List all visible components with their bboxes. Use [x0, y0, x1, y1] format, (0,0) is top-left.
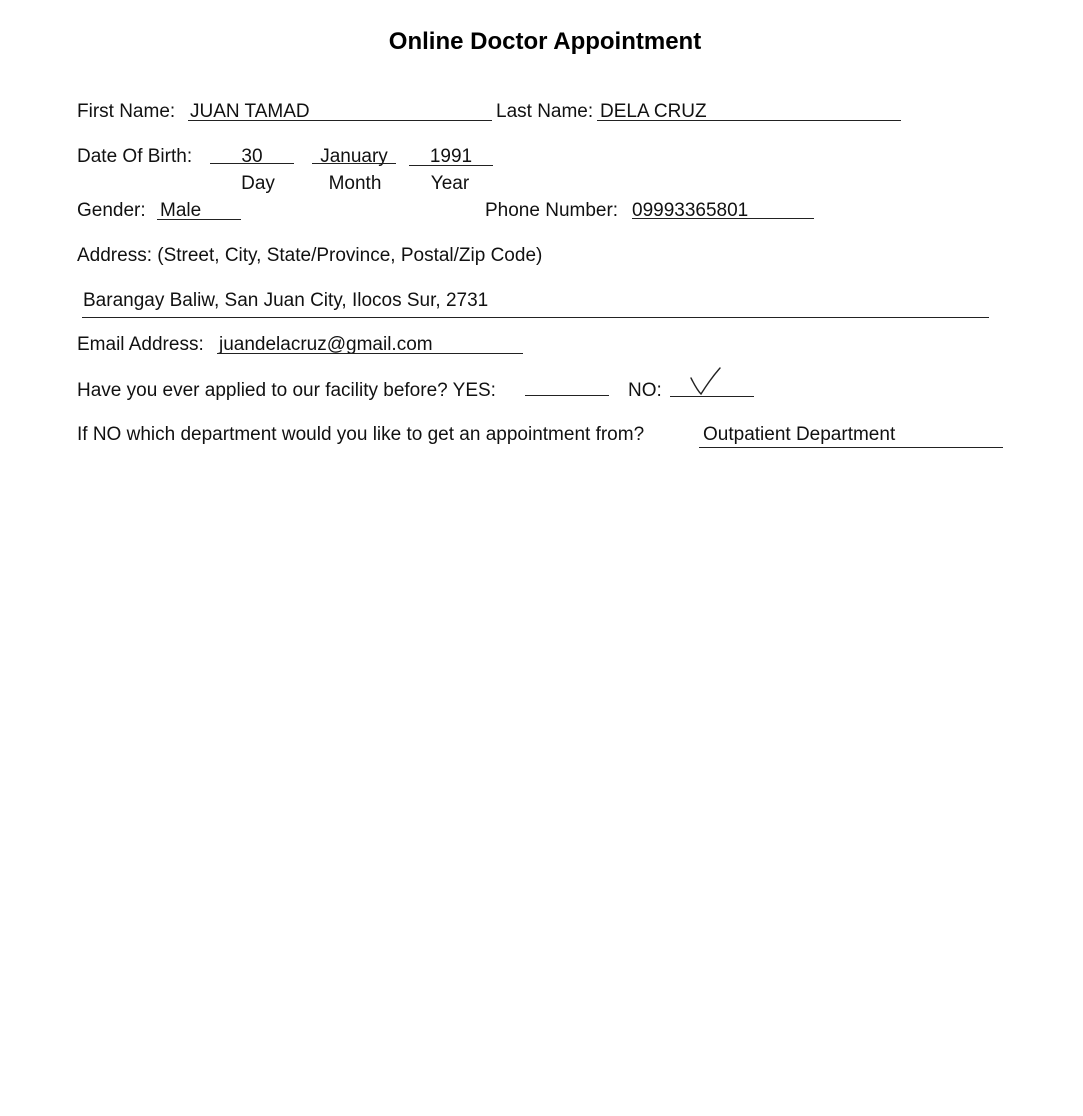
- last-name-value[interactable]: DELA CRUZ: [600, 101, 707, 122]
- last-name-underline: [597, 120, 901, 121]
- gender-label: Gender:: [77, 200, 146, 221]
- email-label: Email Address:: [77, 334, 204, 355]
- dob-month-value[interactable]: January: [320, 146, 388, 167]
- gender-value[interactable]: Male: [160, 200, 202, 221]
- dob-month-underline: [312, 163, 396, 164]
- phone-value[interactable]: 09993365801: [632, 200, 749, 221]
- first-name-label: First Name:: [77, 101, 176, 122]
- dob-day-underline: [210, 163, 294, 164]
- address-underline: [82, 317, 989, 318]
- phone-label: Phone Number:: [485, 200, 619, 221]
- department-value[interactable]: Outpatient Department: [703, 424, 896, 445]
- phone-underline: [632, 218, 814, 219]
- applied-yes-blank[interactable]: [525, 395, 609, 396]
- dob-year-value[interactable]: 1991: [429, 146, 473, 167]
- dob-year-underline: [409, 165, 493, 166]
- dob-label: Date Of Birth:: [77, 146, 193, 167]
- page-title: Online Doctor Appointment: [388, 28, 702, 55]
- first-name-underline: [188, 120, 492, 121]
- dob-year-caption: Year: [430, 173, 470, 194]
- dob-month-caption: Month: [328, 173, 382, 194]
- first-name-value[interactable]: JUAN TAMAD: [190, 101, 310, 122]
- dob-day-caption: Day: [241, 173, 275, 194]
- department-question: If NO which department would you like to get an appointment from?: [77, 424, 645, 445]
- email-value[interactable]: juandelacruz@gmail.com: [219, 334, 433, 355]
- email-underline: [217, 353, 523, 354]
- department-underline: [699, 447, 1003, 448]
- applied-before-question: Have you ever applied to our facility before? YES:: [77, 380, 496, 401]
- last-name-label: Last Name:: [496, 101, 594, 122]
- applied-no-label: NO:: [628, 380, 662, 401]
- address-value[interactable]: Barangay Baliw, San Juan City, Ilocos Sur, 2731: [83, 290, 489, 311]
- dob-day-value[interactable]: 30: [241, 146, 263, 167]
- checkmark-icon: [686, 364, 726, 398]
- gender-underline: [157, 219, 241, 220]
- address-label: Address: (Street, City, State/Province, Postal/Zip Code): [77, 245, 543, 266]
